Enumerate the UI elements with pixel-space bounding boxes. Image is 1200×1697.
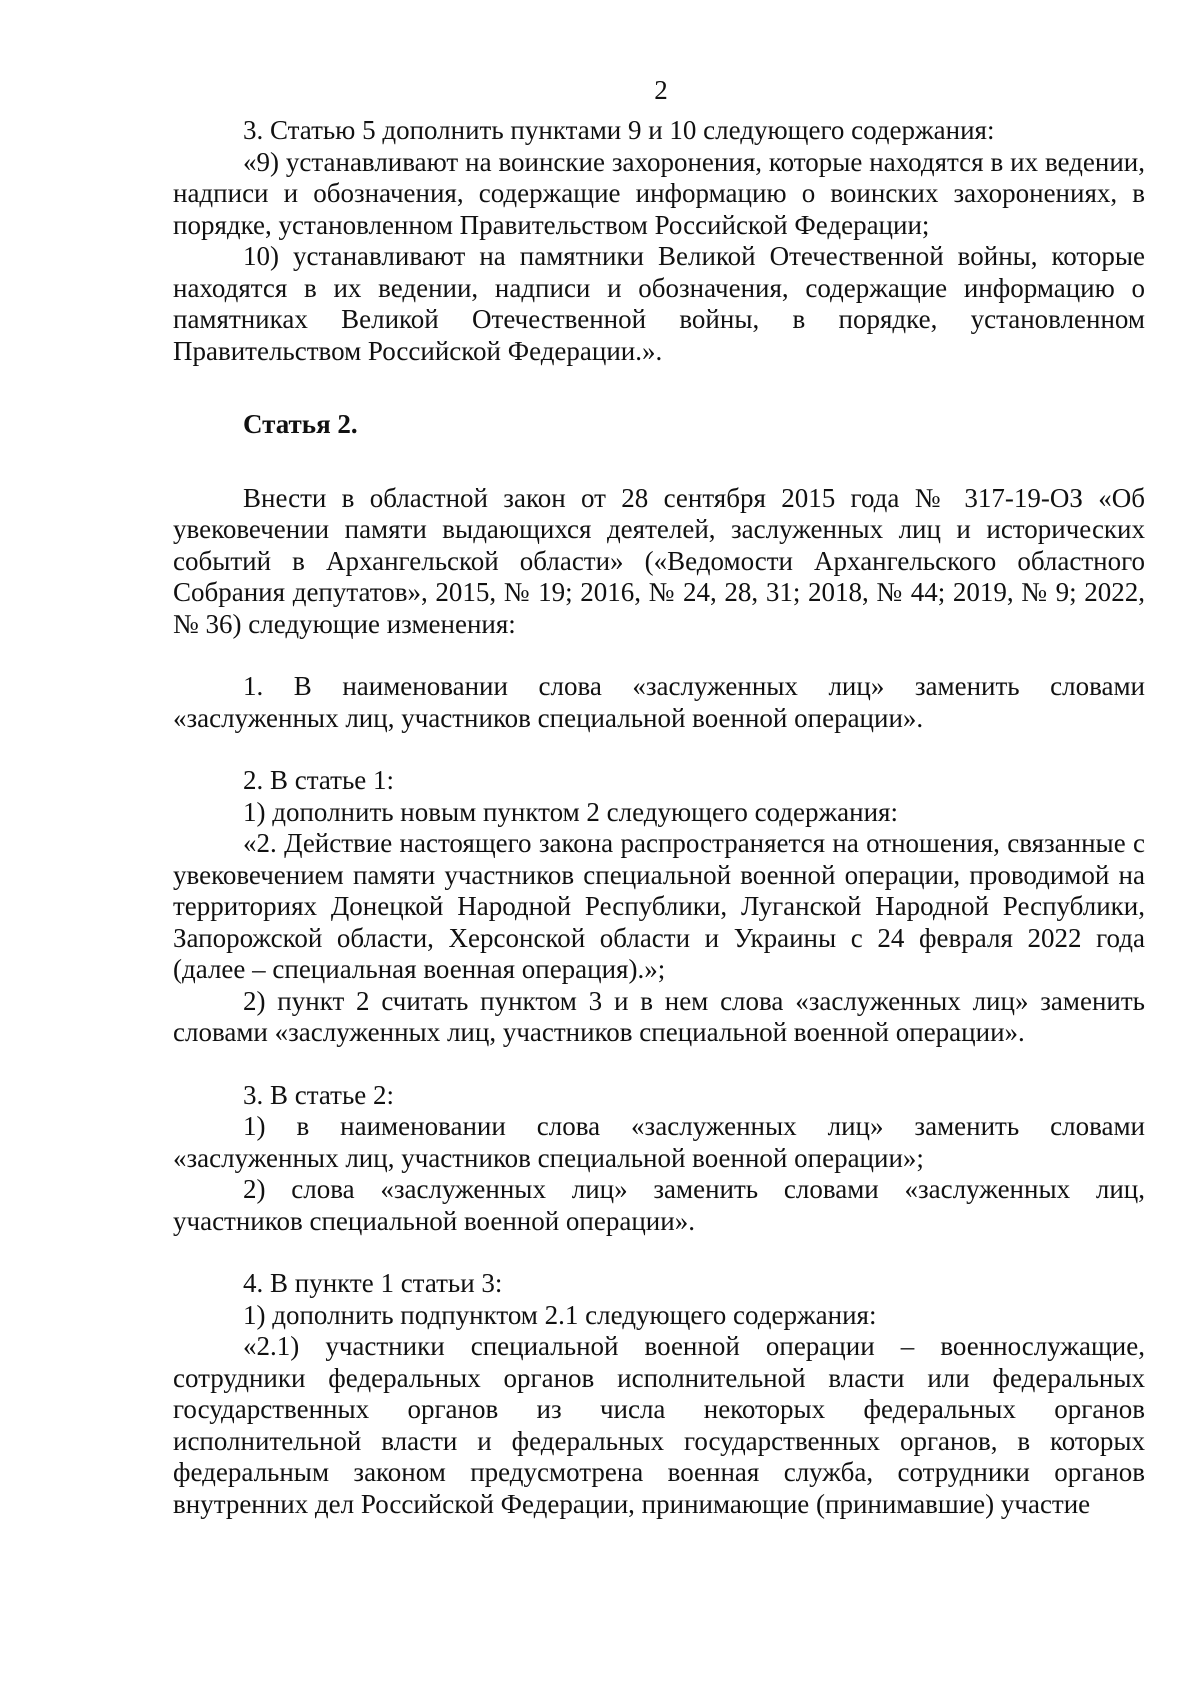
spacer [173, 640, 1145, 671]
paragraph-amendment-3-item-1: 1) в наименовании слова «заслуженных лиц» заменить словами «заслуженных лиц, участников специальной военной операции»; [173, 1111, 1145, 1173]
paragraph-item-10: 10) устанавливают на памятники Великой Отечественной войны, которые находятся в их ведении, надписи и обозначения, содержащие информацию о памятниках Великой Отечественной войны, в порядке, установленном Правительством Российской Федерации.». [173, 241, 1145, 366]
paragraph-amendment-4: 4. В пункте 1 статьи 3: [243, 1268, 503, 1298]
paragraph-amendment-2-item-1: 1) дополнить новым пунктом 2 следующего содержания: [243, 796, 898, 827]
paragraph-amendment-4-item-1: 1) дополнить подпунктом 2.1 следующего содержания: [243, 1299, 877, 1330]
spacer [173, 1049, 1145, 1080]
paragraph-amendment-1: 1. В наименовании слова «заслуженных лиц» заменить словами «заслуженных лиц, участников специальной военной операции». [173, 671, 1145, 733]
spacer [173, 441, 1145, 483]
paragraph-law-amendment-intro: Внести в областной закон от 28 сентября 2015 года № 317-19-ОЗ «Об увековечении памяти выдающихся деятелей, заслуженных лиц и исторических событий в Архангельской области» («Ведомости Архангельского областного Собрания депутатов», 2015, № 19; 2016, № 24, 28, 31; 2018, № 44; 2019, № 9; 2022, № 36) следующие изменения: [173, 482, 1145, 639]
spacer [173, 1237, 1145, 1268]
article-2-heading: Статья 2. [243, 409, 358, 439]
spacer [173, 734, 1145, 765]
page-number: 2 [654, 75, 668, 105]
paragraph-article5-amendment: 3. Статью 5 дополнить пунктами 9 и 10 следующего содержания: [243, 115, 995, 145]
paragraph-amendment-3-item-2: 2) слова «заслуженных лиц» заменить словами «заслуженных лиц, участников специальной военной операции». [173, 1174, 1145, 1236]
paragraph-item-9: «9) устанавливают на воинские захоронения, которые находятся в их ведении, надписи и обозначения, содержащие информацию о воинских захоронениях, в порядке, установленном Правительством Российской Федерации; [173, 146, 1145, 240]
paragraph-amendment-2-item-2: 2) пункт 2 считать пунктом 3 и в нем слова «заслуженных лиц» заменить словами «заслуженных лиц, участников специальной военной операции». [173, 985, 1145, 1047]
paragraph-amendment-3: 3. В статье 2: [243, 1079, 395, 1110]
paragraph-amendment-2-quote: «2. Действие настоящего закона распространяется на отношения, связанные с увековечением памяти участников специальной военной операции, проводимой на территориях Донецкой Народной Республики, Луганской Народной Республики, Запорожской области, Херсонской области и Украины с 24 февраля 2022 года (далее – специальная военная операция).»; [173, 828, 1145, 984]
document-body [173, 115, 1145, 1520]
paragraph-amendment-4-quote: «2.1) участники специальной военной операции – военнослужащие, сотрудники федеральных органов исполнительной власти или федеральных государственных органов из числа некоторых федеральных органов исполнительной власти и федеральных государственных органов, в которых федеральным законом предусмотрена военная служба, сотрудники органов внутренних дел Российской Федерации, принимающие (принимавшие) участие [173, 1331, 1145, 1519]
spacer [173, 367, 1145, 409]
paragraph-amendment-2: 2. В статье 1: [243, 765, 395, 795]
